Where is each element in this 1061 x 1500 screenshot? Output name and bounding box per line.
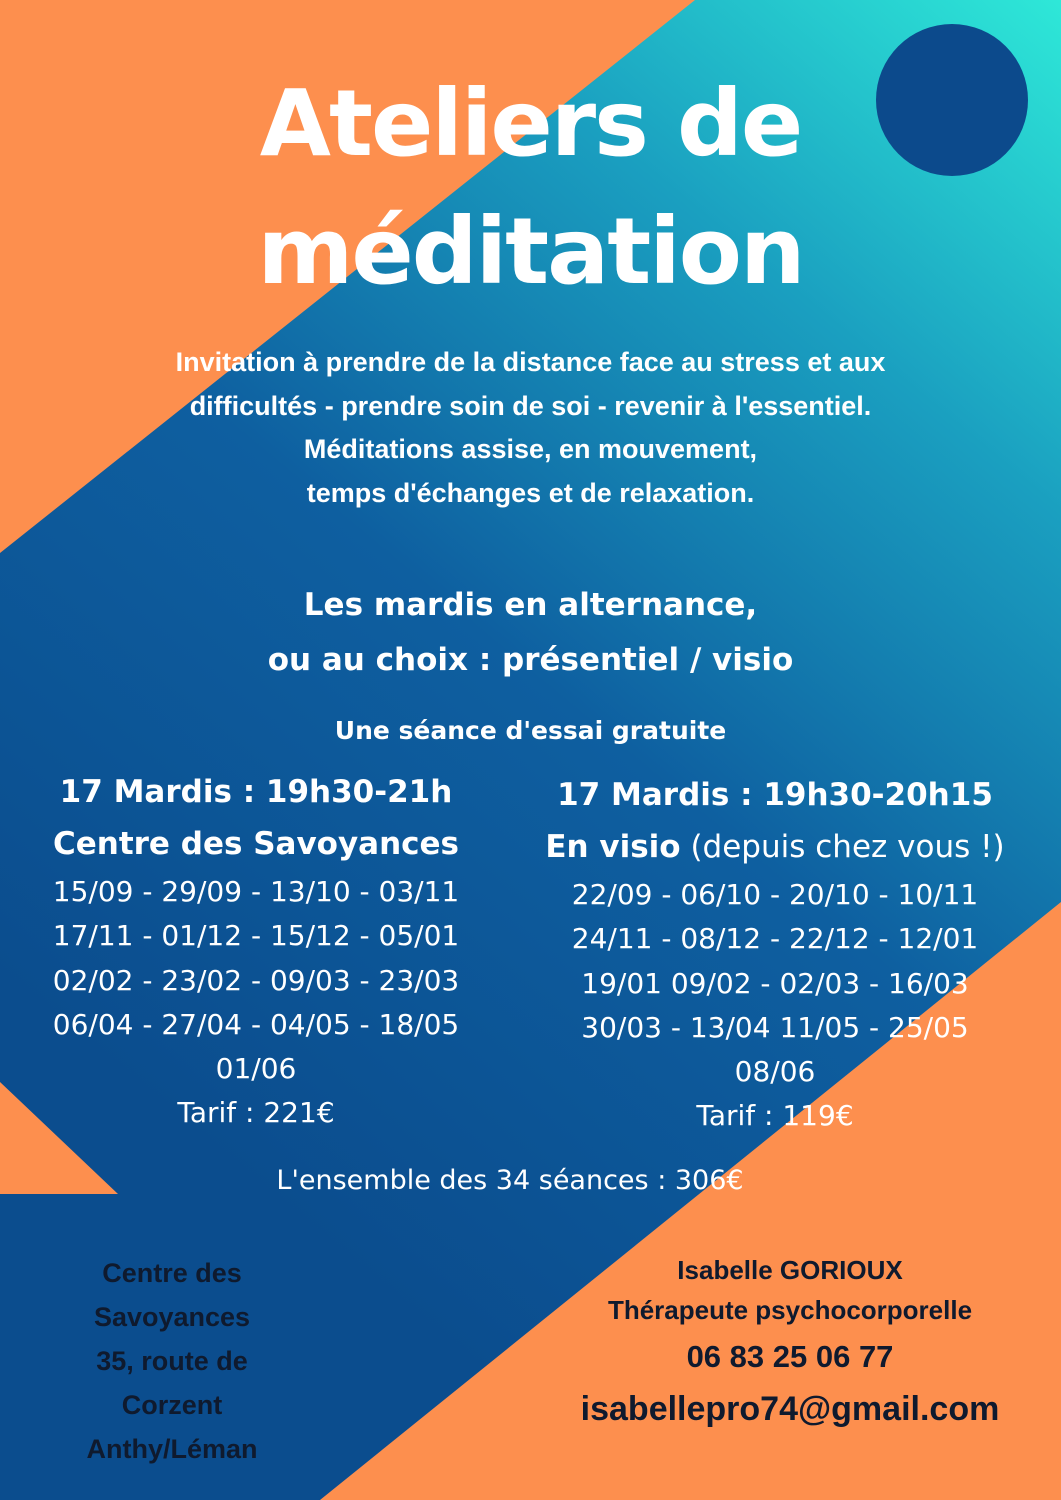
contact-phone[interactable]: 06 83 25 06 77 (686, 1339, 894, 1374)
trial-text: Une séance d'essai gratuite (334, 716, 727, 745)
title-line-2: méditation (257, 198, 804, 305)
presentiel-location: Centre des Savoyances (52, 826, 460, 862)
intro-line-1: Invitation à prendre de la distance face au stress et aux (175, 347, 886, 377)
address (52, 1251, 292, 1471)
intro-text (0, 341, 1061, 515)
schedule-line-1: Les mardis en alternance, (303, 587, 758, 623)
title-line-1: Ateliers de (259, 70, 802, 177)
total-price: L'ensemble des 34 séances : 306€ (276, 1165, 744, 1196)
visio-location-bold: En visio (545, 829, 681, 865)
address-line-1: Centre des (102, 1258, 242, 1288)
visio-heading: 17 Mardis : 19h30-20h15 (557, 777, 993, 813)
visio-location-note: (depuis chez vous !) (680, 829, 1005, 865)
presentiel-heading: 17 Mardis : 19h30-21h (59, 774, 453, 810)
presentiel-column (0, 766, 512, 1136)
page-title (0, 60, 1061, 316)
contact-role: Thérapeute psychocorporelle (607, 1295, 973, 1325)
schedule-line-2: ou au choix : présentiel / visio (267, 642, 794, 678)
schedule-heading (0, 578, 1061, 688)
contact-name: Isabelle GORIOUX (677, 1255, 903, 1285)
contact-block (540, 1250, 1040, 1434)
visio-dates (520, 873, 1030, 1139)
date-row: 19/01 09/02 - 02/03 - 16/03 (581, 966, 969, 1000)
presentiel-dates (0, 870, 512, 1136)
address-line-2: Savoyances (93, 1302, 251, 1332)
intro-line-2: difficultés - prendre soin de soi - revenir à l'essentiel. (189, 390, 872, 421)
presentiel-tarif: Tarif : 221€ (177, 1096, 335, 1130)
visio-tarif: Tarif : 119€ (696, 1099, 854, 1133)
date-row: 22/09 - 06/10 - 20/10 - 10/11 (571, 878, 979, 911)
address-line-3: 35, route de (96, 1346, 248, 1376)
visio-column (520, 769, 1030, 1139)
address-line-5: Anthy/Léman (86, 1434, 258, 1464)
date-row: 15/09 - 29/09 - 13/10 - 03/11 (52, 875, 460, 908)
intro-line-4: temps d'échanges et de relaxation. (306, 477, 755, 508)
date-row: 01/06 (215, 1052, 297, 1086)
date-row: 30/03 - 13/04 11/05 - 25/05 (581, 1010, 969, 1044)
date-row: 02/02 - 23/02 - 09/03 - 23/03 (52, 963, 460, 997)
date-row: 24/11 - 08/12 - 22/12 - 12/01 (571, 922, 979, 956)
address-line-4: Corzent (121, 1390, 223, 1420)
date-row: 08/06 (734, 1055, 816, 1089)
date-row: 06/04 - 27/04 - 04/05 - 18/05 (52, 1007, 460, 1041)
contact-email[interactable]: isabellepro74@gmail.com (580, 1390, 1000, 1428)
date-row: 17/11 - 01/12 - 15/12 - 05/01 (52, 919, 460, 953)
visio-location (520, 821, 1030, 873)
intro-line-3: Méditations assise, en mouvement, (303, 434, 758, 464)
